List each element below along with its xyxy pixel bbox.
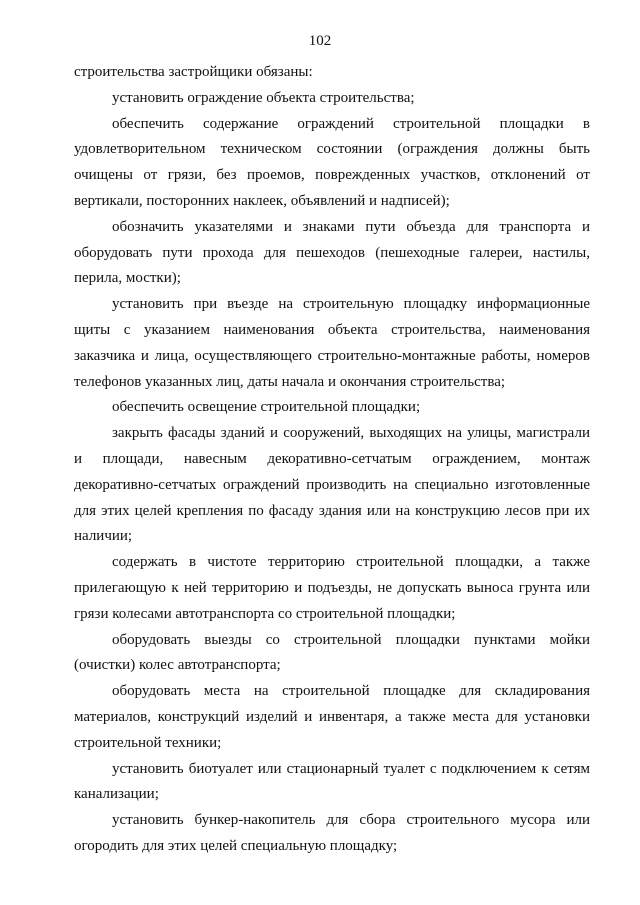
paragraph-cleanliness: содержать в чистоте территорию строительной площадки, а также прилегающую к ней территорию и подъезды, не допускать выноса грунта или грязи колесами автотранспорта со строительной площадки;: [74, 554, 590, 622]
paragraph-wheel-wash: оборудовать выезды со строительной площадки пунктами мойки (очистки) колес автотранспорта;: [74, 631, 590, 674]
paragraph-toilet: установить биотуалет или стационарный туалет с подключением к сетям канализации;: [74, 760, 590, 803]
paragraph-fence-maintenance: обеспечить содержание ограждений строительной площадки в удовлетворительном техническом состоянии (ограждения должны быть очищены от грязи, без проемов, поврежденных участков, отклонений от вертикали, посторонних наклеек, объявлений и надписей);: [74, 115, 590, 209]
paragraph-lighting: обеспечить освещение строительной площадки;: [112, 399, 421, 416]
paragraph-detour-signs: обозначить указателями и знаками пути объезда для транспорта и оборудовать пути прохода для пешеходов (пешеходные галереи, настилы, перила, мостки);: [74, 218, 590, 287]
paragraph-waste-bunker: установить бункер-накопитель для сбора строительного мусора или огородить для этих целей специальную площадку;: [74, 812, 590, 854]
paragraph-storage-areas: оборудовать места на строительной площадке для складирования материалов, конструкций изделий и инвентаря, а также места для установки строительной техники;: [74, 683, 590, 751]
paragraph-continuation: строительства застройщики обязаны:: [74, 64, 313, 80]
paragraph-facade-netting: закрыть фасады зданий и сооружений, выходящих на улицы, магистрали и площади, навесным декоративно-сетчатым ограждением, монтаж декоративно-сетчатых ограждений производить на специально изготовленные для этих целей крепления по фасаду здания или на конструкцию лесов при их наличии;: [74, 425, 590, 545]
document-body: [74, 60, 590, 860]
page-number: 102: [308, 33, 332, 49]
paragraph-fence-install: установить ограждение объекта строительства;: [112, 89, 415, 106]
paragraph-info-boards: установить при въезде на строительную площадку информационные щиты с указанием наименования объекта строительства, наименования заказчика и лица, осуществляющего строительно-монтажные работы, номеров телефонов указанных лиц, даты начала и окончания строительства;: [74, 296, 590, 390]
